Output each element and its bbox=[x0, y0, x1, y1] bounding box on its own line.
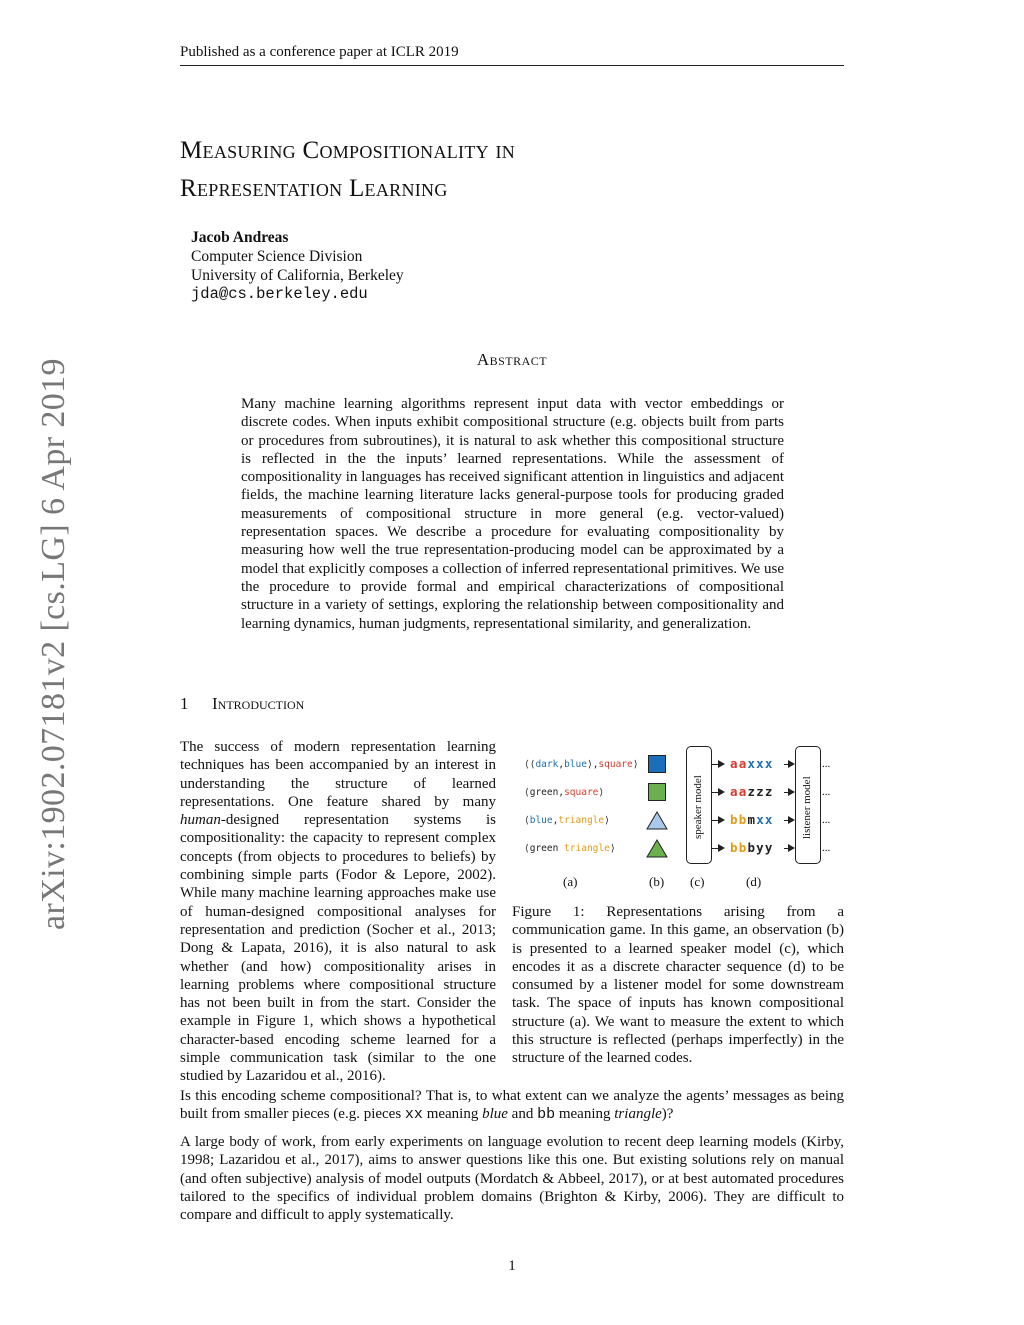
tuple-part: ⟨ bbox=[524, 815, 530, 826]
tail-text-b: meaning bbox=[422, 1106, 483, 1123]
code-part: zzz bbox=[747, 784, 774, 799]
tail-emphasis-1: blue bbox=[482, 1106, 508, 1123]
tuple-part: ⟨ bbox=[524, 787, 530, 798]
abstract-heading: Abstract bbox=[476, 350, 548, 369]
arrow-icon bbox=[784, 792, 793, 793]
blue-square-icon bbox=[648, 755, 666, 773]
tuple-part: ⟩ bbox=[604, 815, 610, 826]
code-4 bbox=[730, 840, 774, 855]
author-dept: Computer Science Division bbox=[191, 248, 363, 265]
paper-title bbox=[180, 132, 515, 208]
speaker-model-label: speaker model bbox=[692, 775, 704, 839]
input-tuple-2 bbox=[524, 787, 604, 798]
tuple-part: blue bbox=[564, 759, 587, 770]
green-square-shape bbox=[649, 784, 666, 801]
blue-triangle-icon bbox=[646, 811, 668, 829]
arxiv-stamp: arXiv:1902.07181v2 [cs.LG] 6 Apr 2019 bbox=[35, 358, 72, 930]
arrow-icon bbox=[784, 848, 793, 849]
intro-column-text bbox=[180, 738, 496, 1086]
tuple-part: triangle bbox=[564, 843, 610, 854]
tuple-part: triangle bbox=[558, 815, 605, 826]
tail-text-a: Is this encoding scheme compositional? That is, to what extent can we analyze the agents’ messages as being built from smaller pieces (e.g. pieces bbox=[180, 1088, 844, 1123]
blue-triangle-shape bbox=[647, 812, 667, 829]
intro-emphasis: human bbox=[180, 812, 221, 829]
tail-code-1: xx bbox=[404, 1106, 423, 1124]
section-number: 1 bbox=[180, 694, 189, 713]
arrow-icon bbox=[784, 820, 793, 821]
tuple-part: blue bbox=[529, 815, 553, 826]
author-name: Jacob Andreas bbox=[191, 229, 289, 246]
green-square-icon bbox=[648, 783, 666, 801]
running-header: Published as a conference paper at ICLR 2019 bbox=[180, 44, 844, 66]
paragraph-2: A large body of work, from early experiments on language evolution to recent deep learning models (Kirby, 1998; Lazaridou et al., 2017), aims to answer questions like this one. But existing solutions rely on manual (and often subjective) analysis of model outputs (Mordatch & Abbeel, 2017), or at best automated procedures tailored to the specifics of individual problem domains (Brighton & Kirby, 2006). They are difficult to compare and difficult to apply systematically. bbox=[180, 1134, 844, 1224]
abstract-text: Many machine learning algorithms represent input data with vector embeddings or discrete codes. When inputs exhibit compositional structure (e.g. objects built from parts or procedures from subroutines), it is natural to ask whether this compositional structure is reflected in the the inputs’ learned representations. While the assessment of compositionality in languages has received significant attention in linguistics and adjacent fields, the machine learning literature lacks general-purpose tools for producing graded measurements of compositional structure in more general (e.g. vector-valued) representation spaces. We describe a procedure for evaluating compositionality by measuring how well the true representation-producing model can be approximated by a model that explicitly composes a collection of inferred representational primitives. We use the procedure to provide formal and empirical characterizations of compositional structure in a variety of settings, exploring the relationship between compositionality and learning dynamics, human judgments, representational similarity, and generalization. bbox=[241, 396, 784, 632]
code-part: aa bbox=[730, 756, 748, 771]
ellipsis-4: ... bbox=[822, 842, 831, 854]
intro-text-b: -designed representation systems is compositionality: the capacity to represent complex concepts (from objects to procedures to beliefs) by combining simple parts (Fodor & Lepore, 2002). While many machine learning approaches make use of human-designed compositional analyses for representation and prediction (Socher et al., 2013; Dong & Lapata, 2016), it is also natural to ask whether (and how) compositionality arises in learning problems where compositional structure has not been built in from the start. Consider the example in Figure 1, which shows a hypothetical character-based encoding scheme learned for a simple communication task (similar to the one studied by Lazaridou et al., 2016). bbox=[180, 812, 496, 1085]
tail-text-e: )? bbox=[661, 1106, 674, 1123]
code-2 bbox=[730, 784, 774, 799]
tuple-part: ⟨⟨ bbox=[524, 759, 536, 770]
tuple-part: ⟨ bbox=[524, 843, 530, 854]
section-title: Introduction bbox=[212, 694, 305, 713]
tuple-part: square bbox=[598, 759, 633, 770]
arrow-icon bbox=[784, 764, 793, 765]
green-triangle-shape bbox=[647, 840, 667, 857]
arrow-icon bbox=[711, 792, 723, 793]
ellipsis-2: ... bbox=[822, 786, 831, 798]
tuple-part: ⟩, bbox=[586, 759, 599, 770]
code-part: xxx bbox=[747, 756, 774, 771]
intro-text-a: The success of modern representation learning techniques has been accompanied by an interest in understanding the structure of learned representations. One feature shared by many bbox=[180, 739, 496, 810]
title-line-2: Representation Learning bbox=[180, 175, 448, 202]
tuple-part: dark bbox=[535, 759, 559, 770]
ellipsis-1: ... bbox=[822, 758, 831, 770]
code-part: bb bbox=[730, 812, 748, 827]
figure-1 bbox=[512, 740, 852, 900]
code-part: m bbox=[747, 812, 757, 827]
green-triangle-icon bbox=[646, 839, 668, 857]
input-tuple-4 bbox=[524, 843, 616, 854]
blue-square-shape bbox=[649, 756, 666, 773]
tuple-part: , bbox=[558, 759, 565, 770]
code-part: xx bbox=[756, 812, 774, 827]
tail-code-2: bb bbox=[537, 1106, 556, 1124]
arrow-icon bbox=[711, 764, 723, 765]
subfig-label-a: (a) bbox=[563, 874, 578, 889]
figure-caption: Figure 1: Representations arising from a communication game. In this game, an observation (b) is presented to a learned speaker model (c), which encodes it as a discrete character sequence (d) to be consumed by a listener model for some downstream task. The space of inputs has known compositional structure (a). We want to measure the extent to which this structure is reflected (perhaps imperfectly) in the structure of the learned codes. bbox=[512, 904, 844, 1067]
tail-text-d: meaning bbox=[555, 1106, 615, 1123]
tuple-part: ⟩ bbox=[609, 843, 616, 854]
title-line-1: Measuring Compositionality in bbox=[180, 137, 516, 164]
arrow-icon bbox=[711, 848, 723, 849]
tuple-part: square bbox=[564, 787, 599, 798]
intro-tail-text bbox=[180, 1087, 844, 1125]
section-heading bbox=[180, 694, 304, 714]
code-part: aa bbox=[730, 784, 748, 799]
code-3 bbox=[730, 812, 774, 827]
ellipsis-3: ... bbox=[822, 814, 831, 826]
input-tuple-3 bbox=[524, 815, 610, 826]
tuple-part: green bbox=[529, 843, 565, 854]
listener-model-label: listener model bbox=[801, 776, 813, 839]
page-number: 1 bbox=[508, 1258, 516, 1274]
tuple-part: , bbox=[558, 787, 565, 798]
subfig-label-b: (b) bbox=[649, 874, 665, 889]
tuple-part: green bbox=[529, 787, 559, 798]
code-1 bbox=[730, 756, 774, 771]
author-email[interactable]: jda@cs.berkeley.edu bbox=[191, 285, 368, 303]
tuple-part: ⟩ bbox=[632, 759, 639, 770]
tuple-part: ⟩ bbox=[598, 787, 605, 798]
arrow-icon bbox=[711, 820, 723, 821]
author-univ: University of California, Berkeley bbox=[191, 267, 404, 284]
subfig-label-d: (d) bbox=[746, 874, 762, 889]
author-block bbox=[191, 228, 404, 304]
tail-emphasis-2: triangle bbox=[614, 1106, 662, 1123]
tuple-part: , bbox=[552, 815, 559, 826]
input-tuple-1 bbox=[524, 759, 638, 770]
code-part: bb bbox=[730, 840, 748, 855]
code-part: byy bbox=[747, 840, 774, 855]
tail-text-c: and bbox=[507, 1106, 538, 1123]
subfig-label-c: (c) bbox=[690, 874, 705, 889]
